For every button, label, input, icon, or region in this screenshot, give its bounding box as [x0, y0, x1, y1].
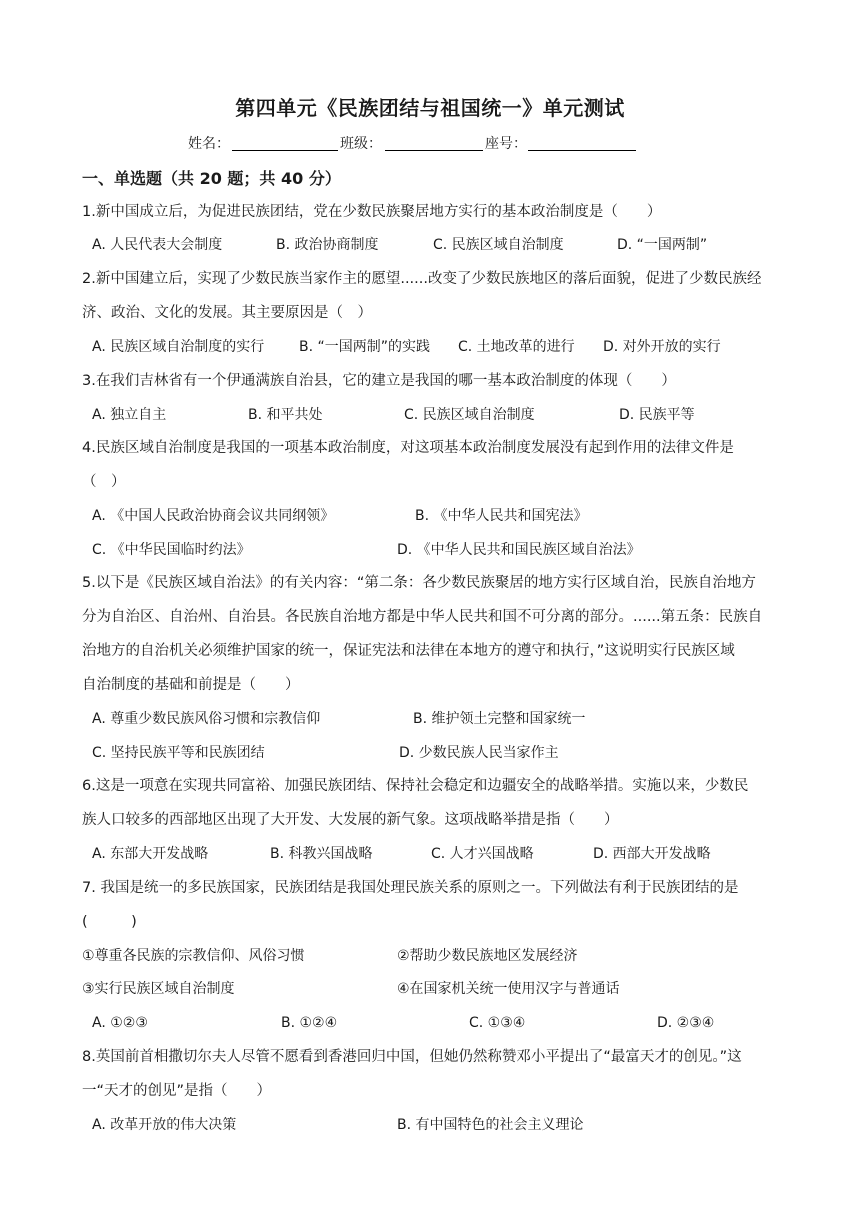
- seat-blank[interactable]: [528, 150, 636, 151]
- question-7-stem-line-2: ( ): [82, 914, 137, 930]
- question-3-option-c: C. 民族区域自治制度: [404, 407, 535, 423]
- question-2-stem-line-1: 2.新中国建立后，实现了少数民族当家作主的愿望......改变了少数民族地区的落后面貌，促进了少数民族经: [82, 271, 762, 287]
- question-2-option-a: A. 民族区域自治制度的实行: [92, 339, 265, 355]
- question-5-stem-line-3: 治地方的自治机关必须维护国家的统一，保证宪法和法律在本地方的遵守和执行，”这说明实行民族区域: [82, 643, 735, 659]
- question-5-option-a: A. 尊重少数民族风俗习惯和宗教信仰: [92, 711, 321, 727]
- question-3-stem: 3.在我们吉林省有一个伊通满族自治县，它的建立是我国的哪一基本政治制度的体现（ ）: [82, 373, 676, 389]
- question-2-option-d: D. 对外开放的实行: [603, 339, 721, 355]
- question-5-stem-line-2: 分为自治区、自治州、自治县。各民族自治地方都是中华人民共和国不可分离的部分。......第五条：民族自: [82, 609, 763, 625]
- question-5-option-c: C. 坚持民族平等和民族团结: [92, 745, 265, 761]
- question-2-option-b: B. “一国两制”的实践: [299, 339, 431, 355]
- name-blank[interactable]: [232, 150, 338, 151]
- class-blank[interactable]: [385, 150, 483, 151]
- question-3-option-a: A. 独立自主: [92, 407, 167, 423]
- question-1-stem: 1.新中国成立后，为促进民族团结，党在少数民族聚居地方实行的基本政治制度是（ ）: [82, 204, 662, 220]
- question-4-stem-line-1: 4.民族区域自治制度是我国的一项基本政治制度，对这项基本政治制度发展没有起到作用的法律文件是: [82, 440, 734, 456]
- question-7-item-1: ①尊重各民族的宗教信仰、风俗习惯: [82, 948, 305, 964]
- question-8-option-b: B. 有中国特色的社会主义理论: [397, 1117, 584, 1133]
- section-heading: 一、单选题（共 20 题；共 40 分）: [82, 169, 341, 188]
- question-6-stem-line-1: 6.这是一项意在实现共同富裕、加强民族团结、保持社会稳定和边疆安全的战略举措。实施以来，少数民: [82, 778, 749, 794]
- question-2-stem-line-2: 济、政治、文化的发展。其主要原因是（ ）: [82, 305, 372, 321]
- question-1-option-c: C. 民族区域自治制度: [433, 237, 564, 253]
- question-7-item-4: ④在国家机关统一使用汉字与普通话: [397, 981, 620, 997]
- page-title: 第四单元《民族团结与祖国统一》单元测试: [235, 96, 625, 120]
- question-4-option-c: C. 《中华民国临时约法》: [92, 542, 251, 558]
- question-1-option-d: D. “一国两制”: [617, 237, 708, 253]
- question-6-option-c: C. 人才兴国战略: [431, 846, 534, 862]
- question-8-option-a: A. 改革开放的伟大决策: [92, 1117, 237, 1133]
- question-7-option-d: D. ②③④: [657, 1015, 715, 1031]
- question-7-stem-line-1: 7. 我国是统一的多民族国家，民族团结是我国处理民族关系的原则之一。下列做法有利于民族团结的是: [82, 880, 739, 896]
- name-label: 姓名：: [188, 136, 230, 152]
- question-6-option-d: D. 西部大开发战略: [593, 846, 711, 862]
- class-label: 班级：: [340, 136, 382, 152]
- question-6-option-b: B. 科教兴国战略: [270, 846, 373, 862]
- question-6-stem-line-2: 族人口较多的西部地区出现了大开发、大发展的新气象。这项战略举措是指（ ）: [82, 812, 619, 828]
- question-4-option-b: B. 《中华人民共和国宪法》: [415, 508, 588, 524]
- question-3-option-d: D. 民族平等: [619, 407, 695, 423]
- question-5-stem-line-4: 自治制度的基础和前提是（ ）: [82, 677, 300, 693]
- question-8-stem-line-1: 8.英国前首相撒切尔夫人尽管不愿看到香港回归中国，但她仍然称赞邓小平提出了“最富天才的创见。”这: [82, 1049, 742, 1065]
- question-2-option-c: C. 土地改革的进行: [458, 339, 575, 355]
- question-7-option-a: A. ①②③: [92, 1015, 148, 1031]
- question-1-option-b: B. 政治协商制度: [276, 237, 379, 253]
- question-5-option-d: D. 少数民族人民当家作主: [399, 745, 559, 761]
- question-7-option-c: C. ①③④: [469, 1015, 526, 1031]
- question-4-option-a: A. 《中国人民政治协商会议共同纲领》: [92, 508, 335, 524]
- question-7-item-2: ②帮助少数民族地区发展经济: [397, 948, 578, 964]
- question-3-option-b: B. 和平共处: [248, 407, 323, 423]
- seat-label: 座号：: [485, 136, 527, 152]
- question-7-item-3: ③实行民族区域自治制度: [82, 981, 235, 997]
- question-5-stem-line-1: 5.以下是《民族区域自治法》的有关内容：“第二条：各少数民族聚居的地方实行区域自治，民族自治地方: [82, 575, 756, 591]
- question-4-option-d: D. 《中华人民共和国民族区域自治法》: [397, 542, 641, 558]
- question-1-option-a: A. 人民代表大会制度: [92, 237, 223, 253]
- question-7-option-b: B. ①②④: [281, 1015, 338, 1031]
- question-8-stem-line-2: 一“天才的创见”是指（ ）: [82, 1083, 272, 1099]
- question-4-stem-line-2: （ ）: [82, 474, 126, 490]
- question-5-option-b: B. 维护领土完整和国家统一: [413, 711, 586, 727]
- question-6-option-a: A. 东部大开发战略: [92, 846, 209, 862]
